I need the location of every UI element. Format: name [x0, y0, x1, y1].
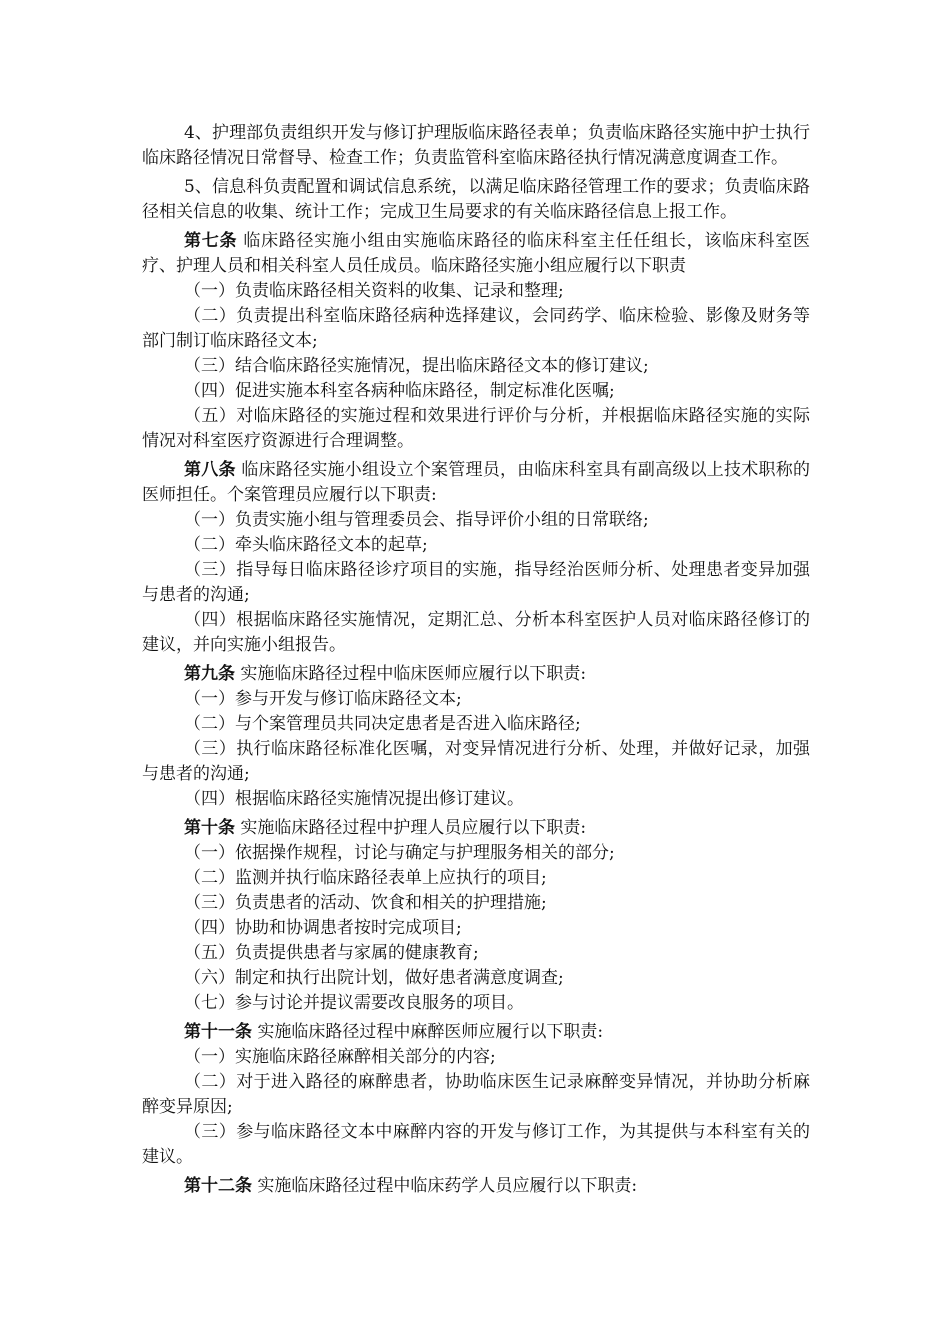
article-10-item-6: （六）制定和执行出院计划，做好患者满意度调查;	[184, 968, 564, 988]
article-7-title: 第七条	[184, 231, 238, 251]
document-body	[142, 121, 810, 1199]
article-9	[142, 662, 810, 687]
article-11-item-2: （二）对于进入路径的麻醉患者，协助临床医生记录麻醉变异情况，并协助分析麻醉变异原因;	[142, 1072, 810, 1117]
article-10-text: 实施临床路径过程中护理人员应履行以下职责:	[235, 818, 587, 838]
article-12-title: 第十二条	[184, 1176, 252, 1196]
article-7-item-3: （三）结合临床路径实施情况，提出临床路径文本的修订建议;	[184, 356, 649, 376]
article-10-item-1: （一）依据操作规程，讨论与确定与护理服务相关的部分;	[184, 843, 615, 863]
article-9-item-1: （一）参与开发与修订临床路径文本;	[184, 689, 462, 709]
article-9-text: 实施临床路径过程中临床医师应履行以下职责:	[235, 664, 587, 684]
paragraph-item-4: 4、护理部负责组织开发与修订护理版临床路径表单；负责临床路径实施中护士执行临床路径情况日常督导、检查工作；负责监管科室临床路径执行情况满意度调查工作。	[142, 123, 810, 168]
article-7	[142, 229, 810, 279]
article-10-item-4: （四）协助和协调患者按时完成项目;	[184, 918, 462, 938]
article-11-item-1: （一）实施临床路径麻醉相关部分的内容;	[184, 1047, 496, 1067]
article-10-item-7: （七）参与讨论并提议需要改良服务的项目。	[184, 993, 524, 1013]
article-8-item-4: （四）根据临床路径实施情况，定期汇总、分析本科室医护人员对临床路径修订的建议，并向实施小组报告。	[142, 610, 810, 655]
article-8-text: 临床路径实施小组设立个案管理员，由临床科室具有副高级以上技术职称的医师担任。个案管理员应履行以下职责:	[142, 460, 810, 505]
article-7-item-5: （五）对临床路径的实施过程和效果进行评价与分析，并根据临床路径实施的实际情况对科室医疗资源进行合理调整。	[142, 406, 810, 451]
article-8-item-1: （一）负责实施小组与管理委员会、指导评价小组的日常联络;	[184, 510, 649, 530]
article-10	[142, 816, 810, 841]
article-12	[142, 1174, 810, 1199]
article-9-item-3: （三）执行临床路径标准化医嘱，对变异情况进行分析、处理，并做好记录，加强与患者的沟通;	[142, 739, 810, 784]
article-11-title: 第十一条	[184, 1022, 252, 1042]
article-10-item-3: （三）负责患者的活动、饮食和相关的护理措施;	[184, 893, 547, 913]
article-8-item-2: （二）牵头临床路径文本的起草;	[184, 535, 428, 555]
article-10-title: 第十条	[184, 818, 235, 838]
paragraph-item-5: 5、信息科负责配置和调试信息系统，以满足临床路径管理工作的要求；负责临床路径相关信息的收集、统计工作；完成卫生局要求的有关临床路径信息上报工作。	[142, 177, 810, 222]
article-9-item-4: （四）根据临床路径实施情况提出修订建议。	[184, 789, 524, 809]
article-7-item-2: （二）负责提出科室临床路径病种选择建议，会同药学、临床检验、影像及财务等部门制订临床路径文本;	[142, 306, 810, 351]
article-10-item-5: （五）负责提供患者与家属的健康教育;	[184, 943, 479, 963]
article-8-item-3: （三）指导每日临床路径诊疗项目的实施，指导经治医师分析、处理患者变异加强与患者的沟通;	[142, 560, 810, 605]
article-11	[142, 1020, 810, 1045]
article-7-item-4: （四）促进实施本科室各病种临床路径，制定标准化医嘱;	[184, 381, 615, 401]
article-11-item-3: （三）参与临床路径文本中麻醉内容的开发与修订工作，为其提供与本科室有关的建议。	[142, 1122, 810, 1167]
article-7-text: 临床路径实施小组由实施临床路径的临床科室主任任组长，该临床科室医疗、护理人员和相关科室人员任成员。临床路径实施小组应履行以下职责	[142, 231, 811, 276]
article-8	[142, 458, 810, 508]
article-11-text: 实施临床路径过程中麻醉医师应履行以下职责:	[252, 1022, 604, 1042]
article-10-item-2: （二）监测并执行临床路径表单上应执行的项目;	[184, 868, 547, 888]
article-7-item-1: （一）负责临床路径相关资料的收集、记录和整理;	[184, 281, 564, 301]
article-12-text: 实施临床路径过程中临床药学人员应履行以下职责:	[252, 1176, 638, 1196]
article-9-title: 第九条	[184, 664, 235, 684]
article-9-item-2: （二）与个案管理员共同决定患者是否进入临床路径;	[184, 714, 581, 734]
article-8-title: 第八条	[184, 460, 236, 480]
